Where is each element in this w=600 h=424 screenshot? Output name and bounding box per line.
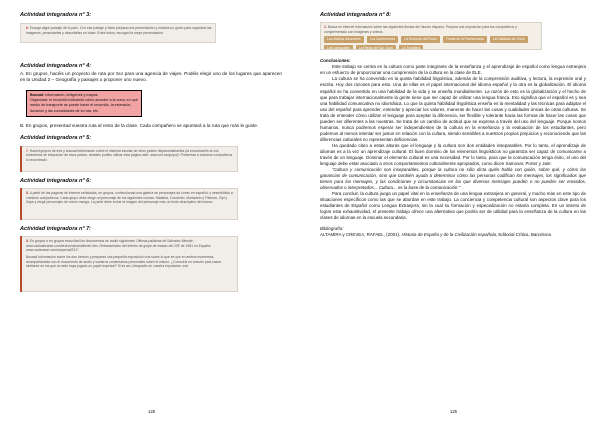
conclusions-paragraph-3: Ha quedado claro a estas alturas que el lenguaje y la cultura son dos entidades inseparables. Por lo tanto, el aprendizaje de idiomas es a la vez un aprendizaje cultural. El buen dominio de los elementos lingüísticos no garantiza ser capaz de comunicarse a través de un lenguaje. Dominar el elemento cultural es una necesidad. Por lo tanto, para que la comunicación tenga éxito, el uso del lenguaje debe estar asociado a otros comportamientos culturalmente apropiados, como dicen Samovar, Porter y Jain: [320, 142, 586, 167]
activity-4-title: Actividad integradora nº 4: [20, 63, 92, 70]
bibliography-title: Historia de España y de la Civilización española [401, 231, 496, 237]
bibliography-entry [320, 232, 586, 238]
bibliography-publisher: , Editorial Crítica, Barcelona [495, 231, 551, 237]
scan-number: 6. [26, 26, 29, 31]
conclusions-quote: “Cultura y comunicación son inseparables, porque la cultura no sólo dicta quién habla con quién, sobre qué, y cómo las ganancias de comunicación, sino que también ayuda a determinar cómo las personas codifican los mensajes, los significados que tienen para los mensajes, y las condiciones y circunstancias en las que diversos mensajes pueden o no pueden ser enviados, observados o interpretados... Cultura... es la base de la comunicación.” [320, 167, 586, 191]
bibliography-heading: Bibliografía: [320, 225, 344, 231]
scan-number: 7. [26, 148, 29, 153]
scan-text-1: En grupos o en grupos escuchad los documentos de audio siguientes: Últimas palabras de Salvador Allende: www.radioalicante.com/textos/otras/allende.htm, Retransmisión del intento de golpe de estado del 23F de 1981 en España: www.cadenaser.com/especial/23-F. [26, 239, 212, 253]
activity-4-instructions-box [26, 90, 142, 117]
right-page [300, 0, 600, 424]
scan-text: Haced grupos de tres y buscad información sobre el sistema escolar de otros países hispanohablantes (la encontraréis en los ministerios de educación de esos países, también podéis utilizar esta página web: www.oei.es/quipu/). Presentad a vuestros compañeros lo encontrado. [26, 148, 233, 162]
activity-8-scan [320, 22, 542, 50]
conclusions [320, 58, 586, 237]
activity-3-title: Actividad integradora nº 3: [20, 12, 92, 18]
activity-7-title: Actividad integradora nº 7: [20, 225, 92, 232]
conclusions-paragraph-2: La cultura se ha convertido en la quinta habilidad lingüística, además de la comprensión auditiva, y lectora, la expresión oral y escrita. Hoy dos razones para esto. Una de ellas es el papel internacional del idioma español y la otra es la globalización. El idioma español se ha convertido en una habilidad de la vida y se enseña mundialmente. La razón de esto es la globalización y el hecho de que para trabajar internacionalmente la gente tiene que ser capaz de utilizar una lengua franca. Eso significa que el español es y sea una habilidad comunicativa no idiomática. Lo que la quinta habilidad lingüística enseña es la mentalidad y las técnicas para adaptar el uso del español para aprender, entender y apreciar los valores, maneras de hacer las cosas y cualidades únicas de otras culturas. Se trata de entender cómo utilizar el lenguaje para aceptar la diferencia, ser flexible y tolerante hacia las formas de hacer las cosas que pueden ser diferentes a las nuestras. Se trata de un cambio de actitud que se expresa a través del uso del lenguaje. Porque somos humanos, nunca podremos esperar ser independientes de la cultura en la enseñanza y la evaluación de los estudiantes, pero podemos al menos intentar ser justos en relación con la cultura, siendo sensibles a nuestros propios prejuicios y reconociendo que las diferencias culturales no representan deficiencias. [320, 76, 586, 142]
box-text: : información, imágenes y mapas. [43, 92, 99, 97]
festival-chips [324, 36, 538, 50]
activity-4-text-a: A. En grupos, hacéis un proyecto de ruta por Sur para una agencia de viajes. Podéis elegir uno de los lugares que aparecen en la Unidad 2 – Geografía y paisajes o proponer uno nuevo. [20, 70, 282, 83]
festival-chip: Fiesta de la Pachamama [443, 36, 487, 43]
activity-5-title: Actividad integradora nº 5: [20, 135, 92, 142]
festival-chip: La Romería del Rocío [401, 36, 440, 43]
box-line-2: Organizad: el recorrido indicando cómo acceder a la zona, en qué medio de transporte se puede hacer el recorrido, la extensión, duración y las curiosidades de la ruta, etc. [30, 97, 138, 113]
festival-chip: Los Sanfermines [367, 36, 398, 43]
festival-chip: Los diablos danzantes [324, 36, 364, 43]
festival-chip: La Fiesta de San Juan [356, 45, 396, 50]
page-number-left: 128 [148, 409, 155, 414]
activity-6-title: Actividad integradora nº 6: [20, 177, 92, 184]
conclusions-heading: Conclusiones: [320, 58, 351, 64]
activity-3-scan [20, 23, 216, 43]
conclusions-paragraph-1: Este trabajo se centra en la cultura como parte integrante de la enseñanza y el aprendizaje de español como lengua extranjera en un esfuerzo de proporcionar una comprensión de la cultura en la clase de ELE. [320, 64, 586, 76]
scan-text: A partir de las páginas de internet señaladas, en grupos, confeccionad una galería de personajes de cómic en español, y describidlos a vuestros compañeros. Cada grupo debe elegir un personaje de los siguientes cómics: Mafalda, Condorito, Mortadelo y Filemón, Zipi y Zape y elegir personajes de cómic manga. La parte debe incluir la imagen del personaje más un texto descriptivo del mismo. [26, 190, 233, 205]
conclusions-closing: Para concluir, la cultura juega un papel vital en la enseñanza de una lengua extranjera en general, y mucho más en este tipo de situaciones específicos como las que se abordan en este trabajo. La conciencia y competencia cultural son aspectos clave para los estudiantes de Español como Lengua Extranjera, sin la cual su formación y especialización no estaría completa. En un intento de lograr esta exhaustividad, el presente trabajo ofrece una alternativa que podría ser de utilidad para la enseñanza de la cultura en las clases de idiomas en la escuela secundaria. [320, 191, 586, 221]
activity-5-scan [20, 146, 238, 172]
scan-number: 8. [26, 190, 29, 195]
activity-8-title: Actividad integradora nº 8: [320, 12, 392, 18]
scan-number: 1. [324, 25, 327, 30]
festival-chip: La Diablada de Oruro [490, 36, 528, 43]
festival-chip: La Tomatina [399, 45, 423, 50]
activity-7-scan [20, 236, 238, 292]
festival-chip: Los carnavales [324, 45, 353, 50]
scan-text: Busca en internet información sobre las siguientes fiestas del mundo hispano. Prepara una exposición para tus compañeros y complementalo con imágenes y vídeos. [324, 25, 517, 34]
scan-text-2: Buscad información sobre los dos hechos y preparad una pequeña exposición oral sobre lo que se oye en ambos momentos, acompañándola con el documento de audio y vuestros comentarios personales sobre el mismo. ¿Conocéis en vuestro país casos similares en los que la radio haya jugado un papel especial? Si es así, integradlo en vuestra exposición oral. [26, 255, 222, 269]
activity-6-scan [20, 188, 238, 220]
bibliography-author: ALTAMIRA y CREVEA, RAFAEL, (2001). [320, 231, 402, 237]
page-number-right: 125 [450, 409, 457, 414]
activity-4-text-b: B. En grupos, presentad vuestra ruta al resto de la clase. Cada compañero se apuntará a la ruta que más le guste. [20, 122, 259, 128]
scan-number: 8. [26, 239, 29, 244]
scan-text: Escoge algún paisaje de tu país. Con ese paisaje y fotos prepara una presentación y redacta un guión para organizar las imágenes, presentarlas y describirlas en clase. Entre todos, escoged la mejor presentación. [26, 26, 212, 35]
box-label: Buscad [30, 92, 44, 97]
